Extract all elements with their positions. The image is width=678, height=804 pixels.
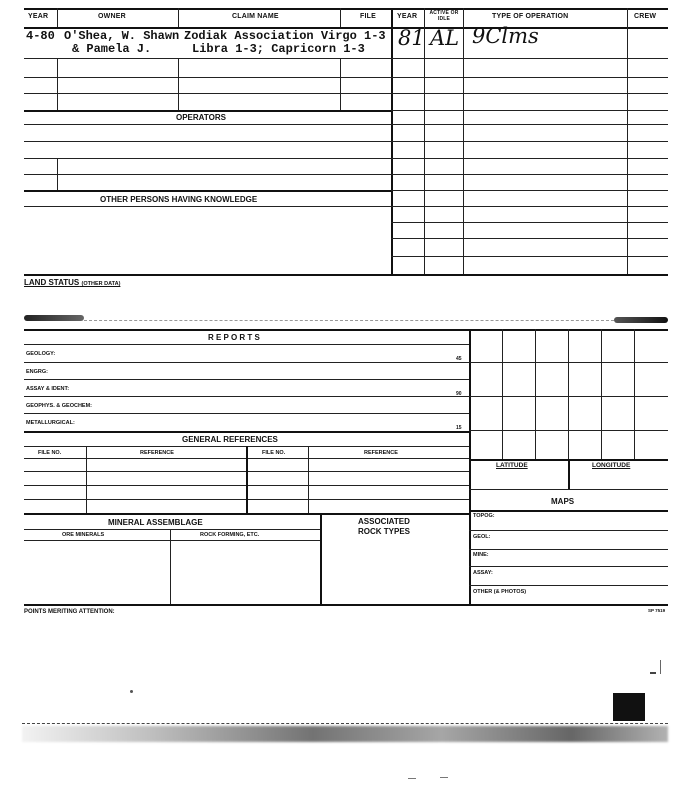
op-line-5	[24, 190, 391, 192]
header-claim-name: CLAIM NAME	[232, 13, 279, 20]
hdr-sep-1	[57, 8, 58, 27]
hdr-sep-3	[340, 8, 341, 27]
maps-line-0	[469, 510, 668, 512]
operators-title: OPERATORS	[176, 113, 226, 122]
scan-dots-5	[660, 660, 661, 674]
header-type-of-operation: TYPE OF OPERATION	[492, 13, 569, 20]
r-row-14	[24, 274, 668, 276]
r-row-3	[391, 93, 668, 94]
r-row-1	[391, 58, 668, 59]
metallurgical-label: METALLURGICAL:	[26, 420, 75, 426]
grid-row-2	[469, 396, 668, 397]
owner-col-line	[57, 58, 58, 110]
row-line-1	[24, 58, 391, 59]
reports-right-border	[469, 329, 471, 604]
r-row-9	[391, 190, 668, 191]
hdr-sep-6	[463, 8, 464, 27]
ma-line-1	[24, 529, 320, 530]
scan-smudge-right	[614, 317, 668, 323]
land-status-label: LAND STATUS	[24, 278, 80, 287]
rep-line-0	[24, 344, 469, 345]
maps-line-3	[469, 566, 668, 567]
op-line-1	[24, 124, 391, 125]
associated-rock-types-1: ASSOCIATED	[358, 517, 410, 526]
scan-dark-square	[613, 693, 645, 721]
row-line-3	[24, 93, 391, 94]
r-row-13	[391, 256, 668, 257]
rep-line-3	[24, 396, 469, 397]
header-year: YEAR	[28, 13, 49, 20]
latlong-bottom	[469, 489, 668, 490]
rep-line-1	[24, 362, 469, 363]
gr-col-1	[86, 446, 87, 513]
scan-dots-1	[130, 690, 133, 693]
topog-label: TOPOG:	[473, 513, 495, 519]
scan-dots-4	[650, 672, 656, 674]
latitude-label: LATITUDE	[496, 462, 528, 469]
points-meriting-attention-label: POINTS MERITING ATTENTION:	[24, 609, 115, 615]
header-crew: CREW	[634, 13, 657, 20]
reports-title: R E P O R T S	[208, 333, 260, 342]
hdr-sep-7	[627, 8, 628, 27]
scan-smudge-left	[24, 315, 84, 321]
associated-rock-types-2: ROCK TYPES	[358, 527, 411, 536]
engrg-label: ENGRG:	[26, 369, 48, 375]
rep-line-2	[24, 379, 469, 380]
rep-line-4	[24, 413, 469, 414]
maps-line-4	[469, 585, 668, 586]
maps-line-1	[469, 530, 668, 531]
other-photos-label: OTHER (& PHOTOS)	[473, 589, 527, 595]
r-row-6	[391, 141, 668, 142]
latlong-divider	[568, 459, 570, 489]
ma-bottom	[24, 604, 668, 606]
scan-dots-3	[440, 777, 448, 778]
op2-line-1	[24, 206, 391, 207]
r-row-4	[391, 110, 668, 111]
form-number: SP 7519	[648, 608, 666, 613]
claim-col-line	[178, 58, 179, 110]
rep-number-45: 45	[456, 356, 462, 362]
ma-col-rock-types	[320, 513, 322, 604]
op-line-4	[24, 174, 391, 175]
hand-year: 81	[398, 26, 425, 50]
ma-col-1	[170, 529, 171, 604]
scan-smear-line	[22, 723, 668, 724]
grid-row-3	[469, 430, 668, 431]
file-no-header-1: FILE NO.	[38, 450, 62, 456]
general-references-title: GENERAL REFERENCES	[182, 435, 278, 444]
maps-line-2	[469, 549, 668, 550]
assay-ident-label: ASSAY & IDENT:	[26, 386, 70, 392]
maps-title: MAPS	[551, 497, 575, 506]
hand-status: AL	[430, 26, 460, 50]
header-owner: OWNER	[98, 13, 126, 20]
longitude-label: LONGITUDE	[592, 462, 631, 469]
file-no-header-2: FILE NO.	[262, 450, 286, 456]
ma-line-2	[24, 540, 320, 541]
grid-col-2	[535, 329, 536, 459]
op-col-line	[57, 158, 58, 190]
header-file: FILE	[360, 13, 376, 20]
file-col-line	[340, 58, 341, 110]
grid-col-1	[502, 329, 503, 459]
geophys-label: GEOPHYS. & GEOCHEM:	[26, 403, 93, 409]
grid-col-3	[568, 329, 569, 459]
r-row-7	[391, 158, 668, 159]
top-border	[24, 8, 668, 10]
geol-label: GEOL:	[473, 534, 491, 540]
geology-label: GEOLOGY:	[26, 351, 56, 357]
r-row-12	[391, 238, 668, 239]
hdr-sep-4	[391, 8, 393, 27]
reference-header-1: REFERENCE	[140, 450, 174, 456]
reports-top-border	[24, 329, 668, 331]
op-line-2	[24, 141, 391, 142]
other-persons-title: OTHER PERSONS HAVING KNOWLEDGE	[100, 195, 258, 204]
rep-number-90: 90	[456, 391, 462, 397]
r-row-11	[391, 222, 668, 223]
rep-line-5	[24, 431, 469, 433]
hand-operation: 9Clms	[472, 24, 539, 48]
entry-claim-line2: Libra 1-3; Capricorn 1-3	[192, 42, 365, 56]
grid-row-1	[469, 362, 668, 363]
r-row-10	[391, 206, 668, 207]
entry-year: 4-80	[26, 29, 55, 43]
mine-label: MINE:	[473, 552, 489, 558]
gr-line-5	[24, 513, 469, 515]
entry-owner-line2: & Pamela J.	[72, 42, 152, 56]
grid-col-5	[634, 329, 635, 459]
r-row-5	[391, 124, 668, 125]
row-line-2	[24, 77, 391, 78]
gr-col-3	[308, 446, 309, 513]
hdr-sep-2	[178, 8, 179, 27]
land-status-sub: (OTHER DATA)	[81, 281, 121, 287]
gr-col-2	[246, 446, 248, 513]
r-row-2	[391, 77, 668, 78]
grid-col-4	[601, 329, 602, 459]
assay-map-label: ASSAY:	[473, 570, 493, 576]
reference-header-2: REFERENCE	[364, 450, 398, 456]
entry-owner-line1: O'Shea, W. Shawn	[64, 29, 180, 43]
scan-smudge-line	[84, 320, 614, 321]
op-line-3	[24, 158, 391, 159]
mineral-assemblage-title: MINERAL ASSEMBLAGE	[108, 518, 203, 527]
rep-number-15: 15	[456, 425, 462, 431]
land-status-title	[24, 278, 120, 287]
hdr-sep-5	[424, 8, 425, 27]
scan-dots-2	[408, 778, 416, 779]
r-row-8	[391, 174, 668, 175]
rock-forming-header: ROCK FORMING, ETC.	[200, 532, 260, 538]
entry-claim-line1: Zodiak Association Virgo 1-3	[184, 29, 386, 43]
header-year-right: YEAR	[397, 13, 418, 20]
header-active-or-idle: ACTIVE OR IDLE	[429, 10, 459, 22]
row-line-4	[24, 110, 391, 112]
ore-minerals-header: ORE MINERALS	[62, 532, 105, 538]
scan-smear-band	[22, 726, 668, 742]
